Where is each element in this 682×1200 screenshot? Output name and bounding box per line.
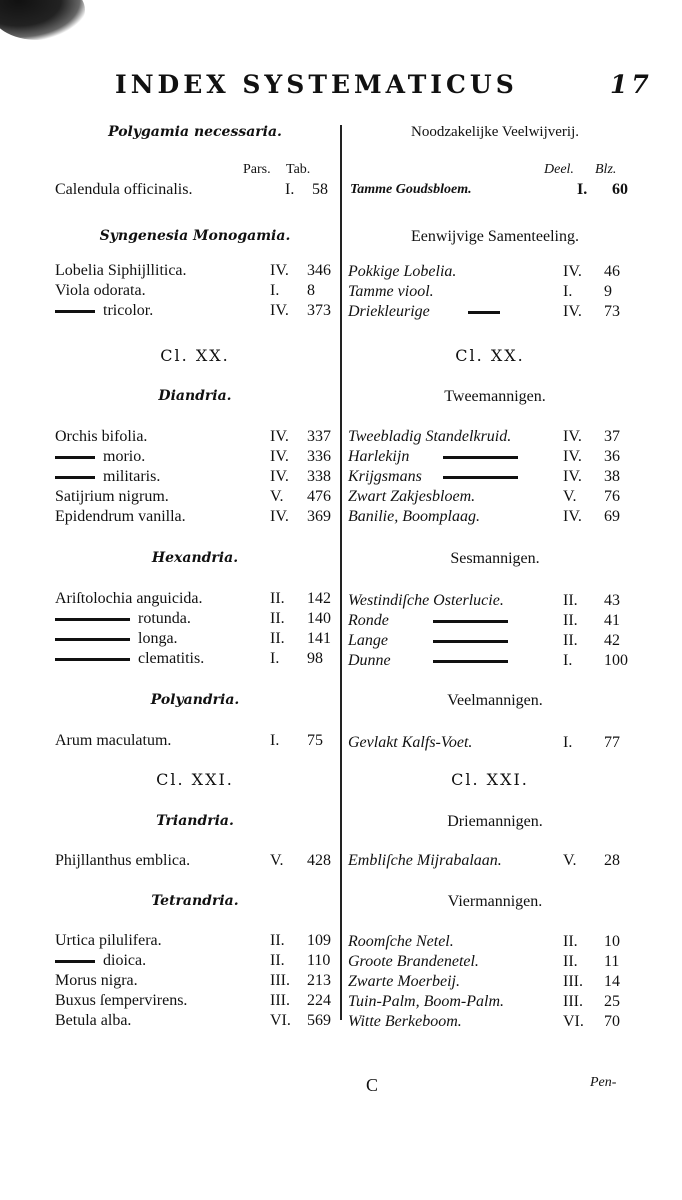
entry-name: Pokkige Lobelia. (348, 263, 457, 280)
ditto-dash (55, 456, 95, 459)
entry-blz: 11 (604, 953, 620, 970)
right-entry-row (348, 992, 640, 1012)
ditto-dash (468, 311, 500, 314)
entry-name: Banilie, Boomplaag. (348, 508, 480, 525)
entry-name: Calendula officinalis. (55, 181, 193, 198)
entry-blz: 73 (604, 303, 620, 320)
right-entry-row (348, 1012, 640, 1032)
entry-name: clematitis. (138, 650, 205, 667)
entry-tab: 373 (307, 302, 331, 319)
right-diandria: Tweemannigen. (444, 388, 546, 405)
entry-name: Tuin-Palm, Boom-Palm. (348, 993, 504, 1010)
entry-tab: 8 (307, 282, 315, 299)
entry-name: Betula alba. (55, 1012, 132, 1029)
entry-tab: 569 (307, 1012, 331, 1029)
left-entry-row (55, 971, 340, 991)
entry-tab: 140 (307, 610, 331, 627)
left-entry-row (55, 851, 340, 871)
ditto-dash (443, 476, 518, 479)
entry-name: dioica. (103, 952, 147, 969)
entry-tab: 141 (307, 630, 331, 647)
entry-name: morio. (103, 448, 146, 465)
right-entry-row (348, 467, 640, 487)
right-entry-row (348, 631, 640, 651)
entry-tab: 369 (307, 508, 331, 525)
page-title: INDEX SYSTEMATICUS (115, 70, 518, 99)
entry-deel: I. (563, 734, 573, 751)
page-header (115, 70, 675, 99)
entry-name: Morus nigra. (55, 972, 138, 989)
ditto-dash (55, 476, 95, 479)
ditto-dash (443, 456, 518, 459)
entry-deel: I. (563, 283, 573, 300)
entry-blz: 60 (612, 181, 628, 198)
entry-name: Zwarte Moerbeij. (348, 973, 460, 990)
entry-name: Tamme viool. (348, 283, 434, 300)
entry-pars: I. (270, 282, 280, 299)
right-entry-row (348, 262, 640, 282)
right-row-calendula (350, 180, 640, 200)
entry-name: Westindiſche Osterlucie. (348, 592, 504, 609)
entry-pars: II. (270, 630, 285, 647)
entry-name: Viola odorata. (55, 282, 146, 299)
entry-pars: II. (270, 610, 285, 627)
catchword: Pen- (590, 1075, 617, 1090)
entry-blz: 70 (604, 1013, 620, 1030)
entry-deel: II. (563, 933, 578, 950)
right-tetrandria: Viermannigen. (447, 893, 543, 910)
entry-blz: 42 (604, 632, 620, 649)
left-entry-row (55, 649, 340, 669)
entry-name: Driekleurige (348, 303, 430, 320)
ditto-dash (433, 620, 508, 623)
entry-deel: VI. (563, 1013, 584, 1030)
entry-blz: 14 (604, 973, 620, 990)
entry-deel: IV. (563, 263, 582, 280)
left-polyandria: Polyandria. (150, 692, 240, 708)
entry-deel: I. (577, 181, 588, 198)
entry-deel: V. (563, 852, 577, 869)
right-heading: Noodzakelijke Veelwijverij. (410, 124, 579, 140)
entry-deel: II. (563, 612, 578, 629)
entry-deel: III. (563, 973, 583, 990)
entry-tab: 224 (307, 992, 331, 1009)
entry-blz: 46 (604, 263, 620, 280)
entry-name: longa. (138, 630, 178, 647)
entry-blz: 69 (604, 508, 620, 525)
left-entry-row (55, 991, 340, 1011)
left-col-tab: Tab. (286, 162, 311, 177)
entry-blz: 36 (604, 448, 620, 465)
entry-deel: IV. (563, 508, 582, 525)
entry-pars: II. (270, 590, 285, 607)
entry-name: Ariſtolochia anguicida. (55, 590, 203, 607)
entry-pars: IV. (270, 468, 289, 485)
entry-name: Ronde (348, 612, 389, 629)
right-entry-row (348, 427, 640, 447)
ink-smudge (0, 0, 85, 40)
entry-name: Orchis bifolia. (55, 428, 148, 445)
column-divider (340, 125, 342, 1020)
entry-pars: III. (270, 992, 290, 1009)
left-diandria: Diandria. (158, 388, 232, 404)
right-hexandria: Sesmannigen. (450, 550, 540, 567)
entry-name: Arum maculatum. (55, 732, 172, 749)
ditto-dash (55, 618, 130, 621)
left-triandria: Triandria. (156, 813, 234, 829)
ditto-dash (55, 960, 95, 963)
right-entry-row (348, 487, 640, 507)
entry-tab: 98 (307, 650, 323, 667)
entry-name: Buxus ſempervirens. (55, 992, 188, 1009)
right-entry-row (348, 507, 640, 527)
right-entry-row (348, 851, 640, 871)
right-triandria: Driemannigen. (447, 813, 543, 830)
right-entry-row (348, 651, 640, 671)
entry-blz: 76 (604, 488, 620, 505)
entry-tab: 109 (307, 932, 331, 949)
entry-blz: 100 (604, 652, 628, 669)
left-entry-row (55, 467, 340, 487)
left-entry-row (55, 931, 340, 951)
right-col-deel: Deel. (544, 162, 574, 177)
right-entry-row (348, 282, 640, 302)
entry-deel: IV. (563, 428, 582, 445)
entry-blz: 28 (604, 852, 620, 869)
right-class-xxi: Cl. XXI. (451, 770, 529, 789)
entry-deel: III. (563, 993, 583, 1010)
left-entry-row (55, 301, 340, 321)
entry-pars: II. (270, 952, 285, 969)
entry-pars: III. (270, 972, 290, 989)
right-syngenesia: Eenwijvige Samenteeling. (411, 228, 579, 245)
entry-deel: IV. (563, 468, 582, 485)
ditto-dash (433, 640, 508, 643)
entry-tab: 75 (307, 732, 323, 749)
right-entry-row (348, 611, 640, 631)
entry-tab: 110 (307, 952, 331, 969)
signature-mark: C (366, 1075, 379, 1095)
left-entry-row (55, 951, 340, 971)
entry-deel: II. (563, 592, 578, 609)
entry-name: Harlekijn (348, 448, 410, 465)
entry-pars: IV. (270, 428, 289, 445)
entry-pars: IV. (270, 262, 289, 279)
page-number: 17 (610, 70, 653, 99)
ditto-dash (433, 660, 508, 663)
ditto-dash (55, 658, 130, 661)
left-row-calendula (55, 180, 340, 200)
entry-name: Witte Berkeboom. (348, 1013, 462, 1030)
ditto-dash (55, 310, 95, 313)
entry-deel: V. (563, 488, 577, 505)
entry-name: Zwart Zakjesbloem. (348, 488, 476, 505)
left-syngenesia: Syngenesia Monogamia. (99, 228, 291, 244)
entry-deel: II. (563, 632, 578, 649)
entry-name: Dunne (348, 652, 391, 669)
left-tetrandria: Tetrandria. (151, 893, 239, 909)
right-entry-row (348, 591, 640, 611)
entry-deel: IV. (563, 448, 582, 465)
right-entry-row (348, 932, 640, 952)
entry-pars: I. (285, 181, 295, 198)
left-hexandria: Hexandria. (151, 550, 239, 566)
left-entry-row (55, 1011, 340, 1031)
entry-tab: 476 (307, 488, 331, 505)
entry-name: tricolor. (103, 302, 154, 319)
entry-name: Groote Brandenetel. (348, 953, 479, 970)
entry-name: Satijrium nigrum. (55, 488, 169, 505)
entry-tab: 142 (307, 590, 331, 607)
entry-blz: 77 (604, 734, 620, 751)
entry-name: Lange (348, 632, 388, 649)
left-class-xx: Cl. XX. (160, 346, 230, 365)
right-polyandria: Veelmannigen. (447, 692, 543, 709)
entry-pars: IV. (270, 448, 289, 465)
entry-blz: 38 (604, 468, 620, 485)
entry-blz: 37 (604, 428, 620, 445)
right-entry-row (348, 447, 640, 467)
left-entry-row (55, 589, 340, 609)
entry-pars: IV. (270, 302, 289, 319)
left-entry-row (55, 629, 340, 649)
right-entry-row (348, 972, 640, 992)
entry-blz: 9 (604, 283, 612, 300)
entry-tab: 336 (307, 448, 331, 465)
entry-tab: 58 (312, 181, 328, 198)
entry-name: Epidendrum vanilla. (55, 508, 186, 525)
entry-blz: 41 (604, 612, 620, 629)
entry-deel: I. (563, 652, 573, 669)
entry-name: militaris. (103, 468, 161, 485)
entry-name: Krijgsmans (348, 468, 422, 485)
entry-deel: II. (563, 953, 578, 970)
entry-tab: 213 (307, 972, 331, 989)
entry-name: Roomſche Netel. (348, 933, 454, 950)
left-entry-row (55, 487, 340, 507)
entry-name: Phijllanthus emblica. (55, 852, 191, 869)
left-entry-row (55, 261, 340, 281)
entry-name: Tamme Goudsbloem. (350, 182, 472, 197)
left-heading: Polygamia necessaria. (108, 124, 282, 140)
right-col-blz: Blz. (595, 162, 617, 177)
right-entry-row (348, 952, 640, 972)
left-col-pars: Pars. (243, 162, 271, 177)
entry-pars: II. (270, 932, 285, 949)
entry-name: Urtica pilulifera. (55, 932, 162, 949)
entry-pars: VI. (270, 1012, 291, 1029)
left-entry-row (55, 507, 340, 527)
left-entry-row (55, 731, 340, 751)
entry-name: Embliſche Mijrabalaan. (348, 852, 502, 869)
left-entry-row (55, 609, 340, 629)
entry-tab: 338 (307, 468, 331, 485)
entry-pars: V. (270, 488, 284, 505)
left-entry-row (55, 447, 340, 467)
left-class-xxi: Cl. XXI. (156, 770, 234, 789)
right-class-xx: Cl. XX. (455, 346, 525, 365)
entry-blz: 10 (604, 933, 620, 950)
entry-pars: I. (270, 650, 280, 667)
entry-name: Lobelia Siphijllitica. (55, 262, 187, 279)
entry-deel: IV. (563, 303, 582, 320)
entry-pars: IV. (270, 508, 289, 525)
entry-pars: I. (270, 732, 280, 749)
entry-tab: 346 (307, 262, 331, 279)
entry-tab: 337 (307, 428, 331, 445)
ditto-dash (55, 638, 130, 641)
left-entry-row (55, 427, 340, 447)
entry-tab: 428 (307, 852, 331, 869)
entry-name: Gevlakt Kalfs-Voet. (348, 734, 473, 751)
entry-pars: V. (270, 852, 284, 869)
right-entry-row (348, 733, 640, 753)
entry-name: rotunda. (138, 610, 191, 627)
entry-name: Tweebladig Standelkruid. (348, 428, 512, 445)
left-entry-row (55, 281, 340, 301)
entry-blz: 43 (604, 592, 620, 609)
right-entry-row (348, 302, 640, 322)
entry-blz: 25 (604, 993, 620, 1010)
